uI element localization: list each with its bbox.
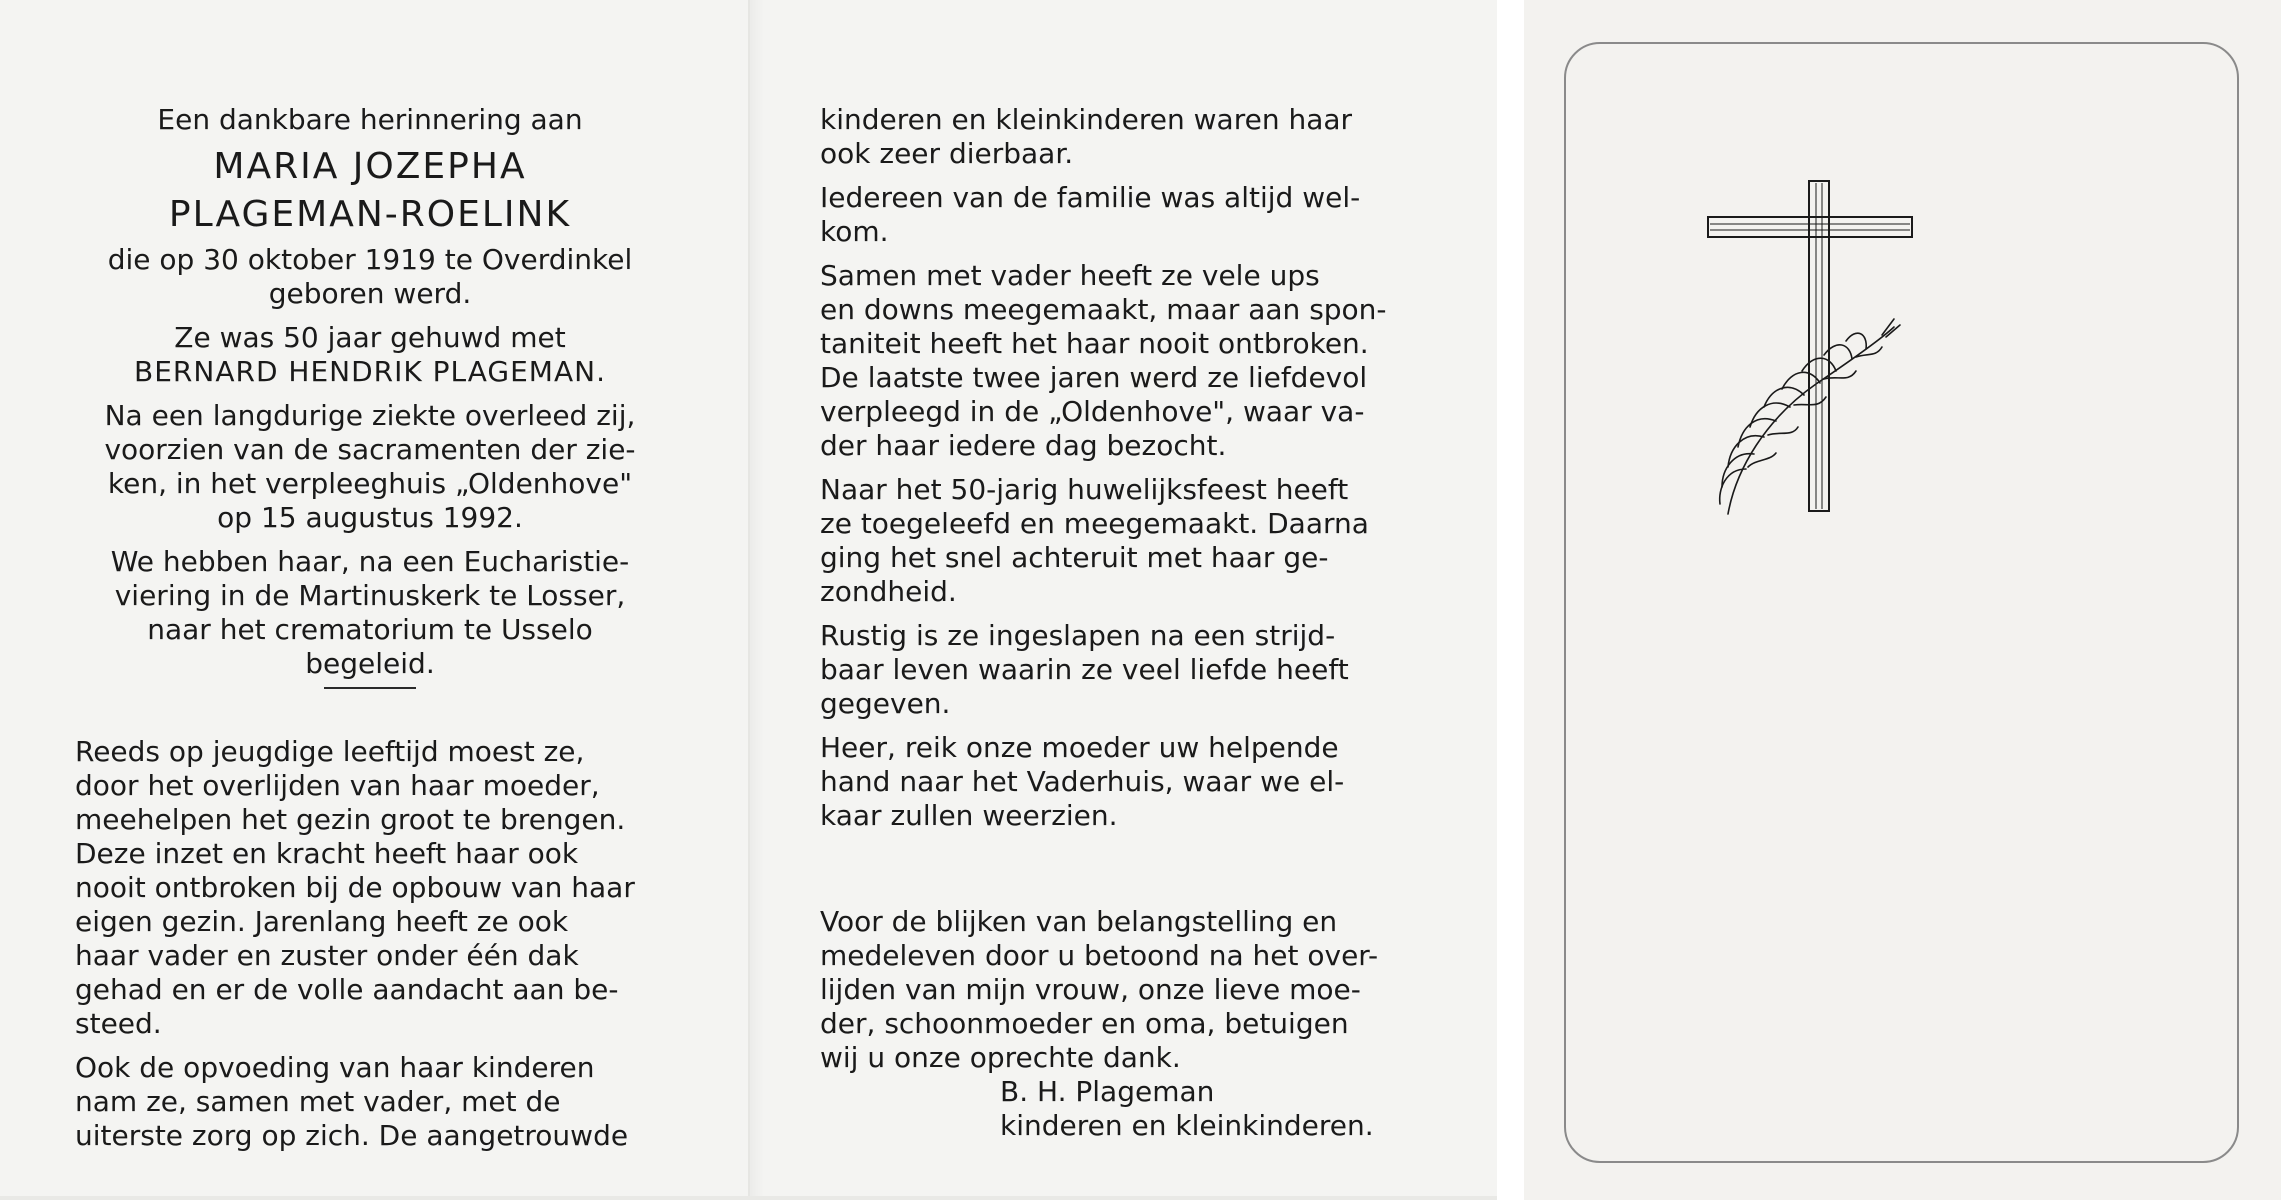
- section-divider: [324, 687, 416, 689]
- biography-paragraph: [75, 735, 665, 1041]
- memorial-line: ook zeer dierbaar.: [820, 137, 1074, 170]
- cross-with-palm-branch-icon: [1706, 169, 1936, 529]
- thanks-line: medeleven door u betoond na het over-: [820, 939, 1379, 972]
- funeral-line: viering in de Martinuskerk te Losser,: [114, 579, 626, 612]
- memorial-line: kom.: [820, 215, 889, 248]
- birth-line: geboren werd.: [268, 277, 472, 310]
- memorial-line: baar leven waarin ze veel liefde heeft: [820, 653, 1349, 686]
- memorial-paragraph: [820, 259, 1410, 463]
- memorial-line: De laatste twee jaren werd ze liefdevol: [820, 361, 1368, 394]
- death-line: voorzien van de sacramenten der zie-: [104, 433, 636, 466]
- memorial-line: ze toegeleefd en meegemaakt. Daarna: [820, 507, 1369, 540]
- intro-text: Een dankbare herinnering aan: [157, 103, 583, 136]
- memorial-paragraph: [820, 473, 1410, 609]
- bio-line: meehelpen het gezin groot te brengen.: [75, 803, 626, 836]
- memorial-line: Heer, reik onze moeder uw helpende: [820, 731, 1339, 764]
- bio-line: Deze inzet en kracht heeft haar ook: [75, 837, 579, 870]
- bio-line: gehad en er de volle aandacht aan be-: [75, 973, 619, 1006]
- birth-line: die op 30 oktober 1919 te Overdinkel: [107, 243, 633, 276]
- card-fold-shadow: [750, 0, 764, 1200]
- memorial-line: Samen met vader heeft ze vele ups: [820, 259, 1320, 292]
- bio-line: nooit ontbroken bij de opbouw van haar: [75, 871, 635, 904]
- memorial-paragraph: [820, 619, 1410, 721]
- thanks-block: [820, 905, 1410, 1143]
- memorial-line: ging het snel achteruit met haar ge-: [820, 541, 1329, 574]
- left-column: [75, 103, 665, 1163]
- signature-name: B. H. Plageman: [1000, 1075, 1215, 1108]
- birth-text: [75, 243, 665, 311]
- memorial-line: taniteit heeft het haar nooit ontbroken.: [820, 327, 1369, 360]
- death-line: op 15 augustus 1992.: [217, 501, 523, 534]
- memorial-line: kinderen en kleinkinderen waren haar: [820, 103, 1353, 136]
- memorial-paragraph: [820, 181, 1410, 249]
- bio-line: uiterste zorg op zich. De aangetrouwde: [75, 1119, 629, 1152]
- memorial-line: Iedereen van de familie was altijd wel-: [820, 181, 1361, 214]
- memorial-paragraph: [820, 103, 1410, 171]
- memorial-line: Rustig is ze ingeslapen na een strijd-: [820, 619, 1336, 652]
- memorial-line: zondheid.: [820, 575, 957, 608]
- thanks-line: lijden van mijn vrouw, onze lieve moe-: [820, 973, 1361, 1006]
- rounded-frame-border: [1564, 42, 2239, 1163]
- deceased-name-line2: PLAGEMAN-ROELINK: [168, 194, 572, 235]
- memorial-paragraph: [820, 731, 1410, 833]
- card-bottom-edge: [0, 1196, 1497, 1200]
- bio-line: haar vader en zuster onder één dak: [75, 939, 579, 972]
- marriage-line: Ze was 50 jaar gehuwd met: [174, 321, 566, 354]
- deceased-name-line1: MARIA JOZEPHA: [213, 146, 527, 187]
- bio-line: Reeds op jeugdige leeftijd moest ze,: [75, 735, 585, 768]
- funeral-text: [75, 545, 665, 681]
- bio-line: Ook de opvoeding van haar kinderen: [75, 1051, 595, 1084]
- funeral-line: begeleid.: [305, 647, 435, 680]
- memorial-card-front: [1524, 0, 2281, 1200]
- middle-column: [820, 103, 1410, 843]
- signature-family: kinderen en kleinkinderen.: [1000, 1109, 1374, 1142]
- thanks-paragraph: [820, 905, 1410, 1075]
- funeral-line: We hebben haar, na een Eucharistie-: [110, 545, 630, 578]
- thanks-line: der, schoonmoeder en oma, betuigen: [820, 1007, 1349, 1040]
- memorial-line: hand naar het Vaderhuis, waar we el-: [820, 765, 1345, 798]
- death-line: Na een langdurige ziekte overleed zij,: [104, 399, 636, 432]
- memorial-line: gegeven.: [820, 687, 951, 720]
- bio-line: eigen gezin. Jarenlang heeft ze ook: [75, 905, 569, 938]
- spouse-name: BERNARD HENDRIK PLAGEMAN.: [134, 355, 606, 388]
- funeral-line: naar het crematorium te Usselo: [147, 613, 593, 646]
- signature-block: [820, 1075, 1410, 1143]
- bio-line: nam ze, samen met vader, met de: [75, 1085, 561, 1118]
- thanks-line: Voor de blijken van belangstelling en: [820, 905, 1338, 938]
- bio-line: door het overlijden van haar moeder,: [75, 769, 600, 802]
- biography-paragraph: [75, 1051, 665, 1153]
- scan-gap: [1497, 0, 1524, 1200]
- memorial-line: en downs meegemaakt, maar aan spon-: [820, 293, 1387, 326]
- memorial-line: kaar zullen weerzien.: [820, 799, 1118, 832]
- memorial-line: Naar het 50-jarig huwelijksfeest heeft: [820, 473, 1349, 506]
- death-line: ken, in het verpleeghuis „Oldenhove": [107, 467, 633, 500]
- marriage-text: [75, 321, 665, 389]
- memorial-line: verpleegd in de „Oldenhove", waar va-: [820, 395, 1365, 428]
- death-text: [75, 399, 665, 535]
- memorial-line: der haar iedere dag bezocht.: [820, 429, 1227, 462]
- thanks-line: wij u onze oprechte dank.: [820, 1041, 1181, 1074]
- bio-line: steed.: [75, 1007, 162, 1040]
